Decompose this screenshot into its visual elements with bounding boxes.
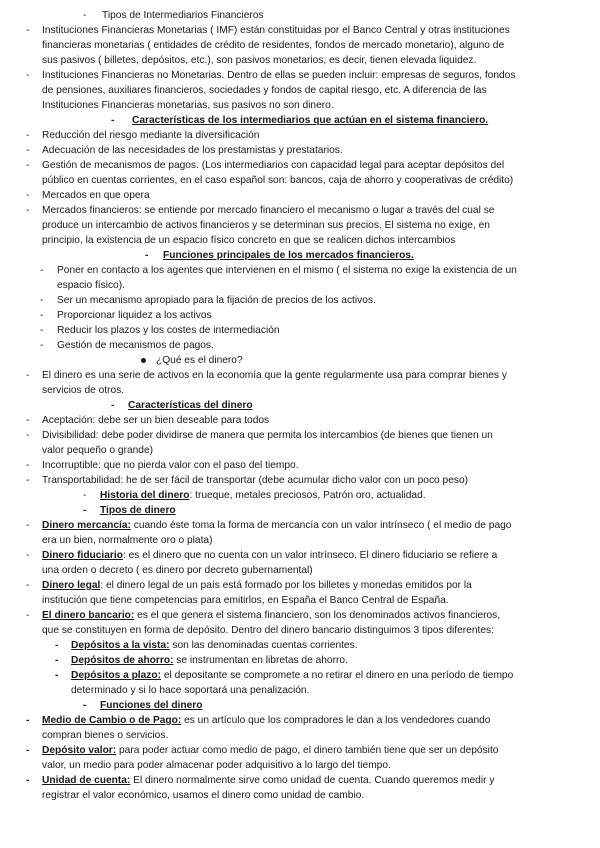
historia-del-dinero: - Historia del dinero: trueque, metales preciosos, Patrón oro, actualidad. <box>83 490 426 501</box>
sub-list-item: - Depósitos a plazo: el depositante se compromete a no retirar el dinero en una período de tiempo determinado y si lo hace soportará una penalización. <box>55 670 514 696</box>
subheading-tipos-intermediarios: - Tipos de Intermediarios Financieros <box>83 10 264 21</box>
heading-funciones-mercados: - Funciones principales de los mercados financieros. <box>145 250 414 261</box>
sub-list-item: - Depósitos a la vista: son las denominadas cuentas corrientes. <box>55 640 358 651</box>
list-item: - Proporcionar liquidez a los activos <box>40 310 212 321</box>
list-item: - Aceptación: debe ser un bien deseable para todos <box>26 415 270 426</box>
list-item: - Gestión de mecanismos de pagos. <box>40 340 214 351</box>
list-item: - Reducir los plazos y los costes de intermediación <box>40 325 280 336</box>
list-item: - Instituciones Financieras Monetarias ( IMF) están constituidas por el Banco Central y otras instituciones financieras monetarias ( entidades de crédito de residentes, fondos de mercado monetario), alguno de sus pasivos ( billetes, depósitos, etc.), son pasivos monetarios, es decir, tienen elevada liquidez. <box>26 25 510 66</box>
heading-caracteristicas-intermediarios: - Características de los intermediarios que actúan en el sistema financiero. <box>111 115 489 126</box>
list-item: - Incorruptible: que no pierda valor con el paso del tiempo. <box>26 460 299 471</box>
list-item: - Reducción del riesgo mediante la diversificación <box>26 130 260 141</box>
list-item: - Ser un mecanismo apropiado para la fijación de precios de los activos. <box>40 295 376 306</box>
list-item: - Poner en contacto a los agentes que intervienen en el mismo ( el sistema no exige la existencia de un espacio físico). <box>40 265 517 291</box>
heading-caracteristicas-dinero: - Características del dinero <box>111 400 253 411</box>
heading-tipos-de-dinero: - Tipos de dinero <box>83 505 176 516</box>
list-item: - Transportabilidad: he de ser fácil de transportar (debe acumular dicho valor con un poco peso) <box>26 475 469 486</box>
list-item: - Medio de Cambio o de Pago: es un artículo que los compradores le dan a los vendedores cuando compran bienes o servicios. <box>26 715 491 741</box>
list-item: - Dinero mercancía: cuando éste toma la forma de mercancía con un valor intrínseco ( el medio de pago era un bien, normalmente oro o plata) <box>26 520 512 546</box>
list-item: - Instituciones Financieras no Monetarias. Dentro de ellas se pueden incluir: empresas de seguros, fondos de pensiones, auxiliares financieros, sociedades y fondos de capital riesgo, etc. A diferencia de las Instituciones Financieras monetarias, sus pasivos no son dinero. <box>26 70 516 111</box>
heading-funciones-del-dinero: - Funciones del dinero <box>83 700 203 711</box>
list-item: - El dinero bancario: es el que genera el sistema financiero, son los denominados activos financieros, que se constituyen en forma de depósito. Dentro del dinero bancario distinguimos 3 tipos diferentes: <box>26 610 501 636</box>
sub-list-item: - Depósitos de ahorro: se instrumentan en libretas de ahorro. <box>55 655 348 666</box>
bullet-que-es-el-dinero: ¿Qué es el dinero? <box>0 353 600 368</box>
list-item: - Dinero fiduciario: es el dinero que no cuenta con un valor intrínseco. El dinero fiduciario se refiere a una orden o decreto ( es dinero por decreto gubernamental) <box>26 550 498 576</box>
list-item: - Mercados en que opera <box>26 190 150 201</box>
list-item: - Divisibilidad: debe poder dividirse de manera que permita los intercambios (de bienes que tienen un valor pequeño o grande) <box>26 430 493 456</box>
list-item: - Mercados financieros: se entiende por mercado financiero el mecanismo o lugar a través del cual se produce un intercambio de activos financieros y se determinan sus precios. El sistema no exige, en principio, la existencia de un espacio físico concreto en que se realicen dichos intercambios <box>26 205 495 246</box>
list-item: - El dinero es una serie de activos en la economía que la gente regularmente usa para comprar bienes y servicios de otros. <box>26 370 507 396</box>
list-item: - Adecuación de las necesidades de los prestamistas y prestatarios. <box>26 145 343 156</box>
document-page <box>0 8 600 803</box>
bullet-icon <box>141 358 146 363</box>
list-item: - Depósito valor: para poder actuar como medio de pago, el dinero también tiene que ser un depósito valor, un medio para poder almacenar poder adquisitivo a lo largo del tiempo. <box>26 745 499 771</box>
list-item: - Unidad de cuenta: El dinero normalmente sirve como unidad de cuenta. Cuando queremos medir y registrar el valor económico, usamos el dinero como unidad de cambio. <box>26 775 495 801</box>
list-item: - Gestión de mecanismos de pagos. (Los intermediarios con capacidad legal para aceptar depósitos del público en cuentas corrientes, en el caso español son: bancos, caja de ahorro y cooperativas de crédito) <box>26 160 514 186</box>
list-item: - Dinero legal: el dinero legal de un país está formado por los billetes y monedas emitidos por la institución que tiene competencias para emitirlos, en España el Banco Central de España. <box>26 580 472 606</box>
